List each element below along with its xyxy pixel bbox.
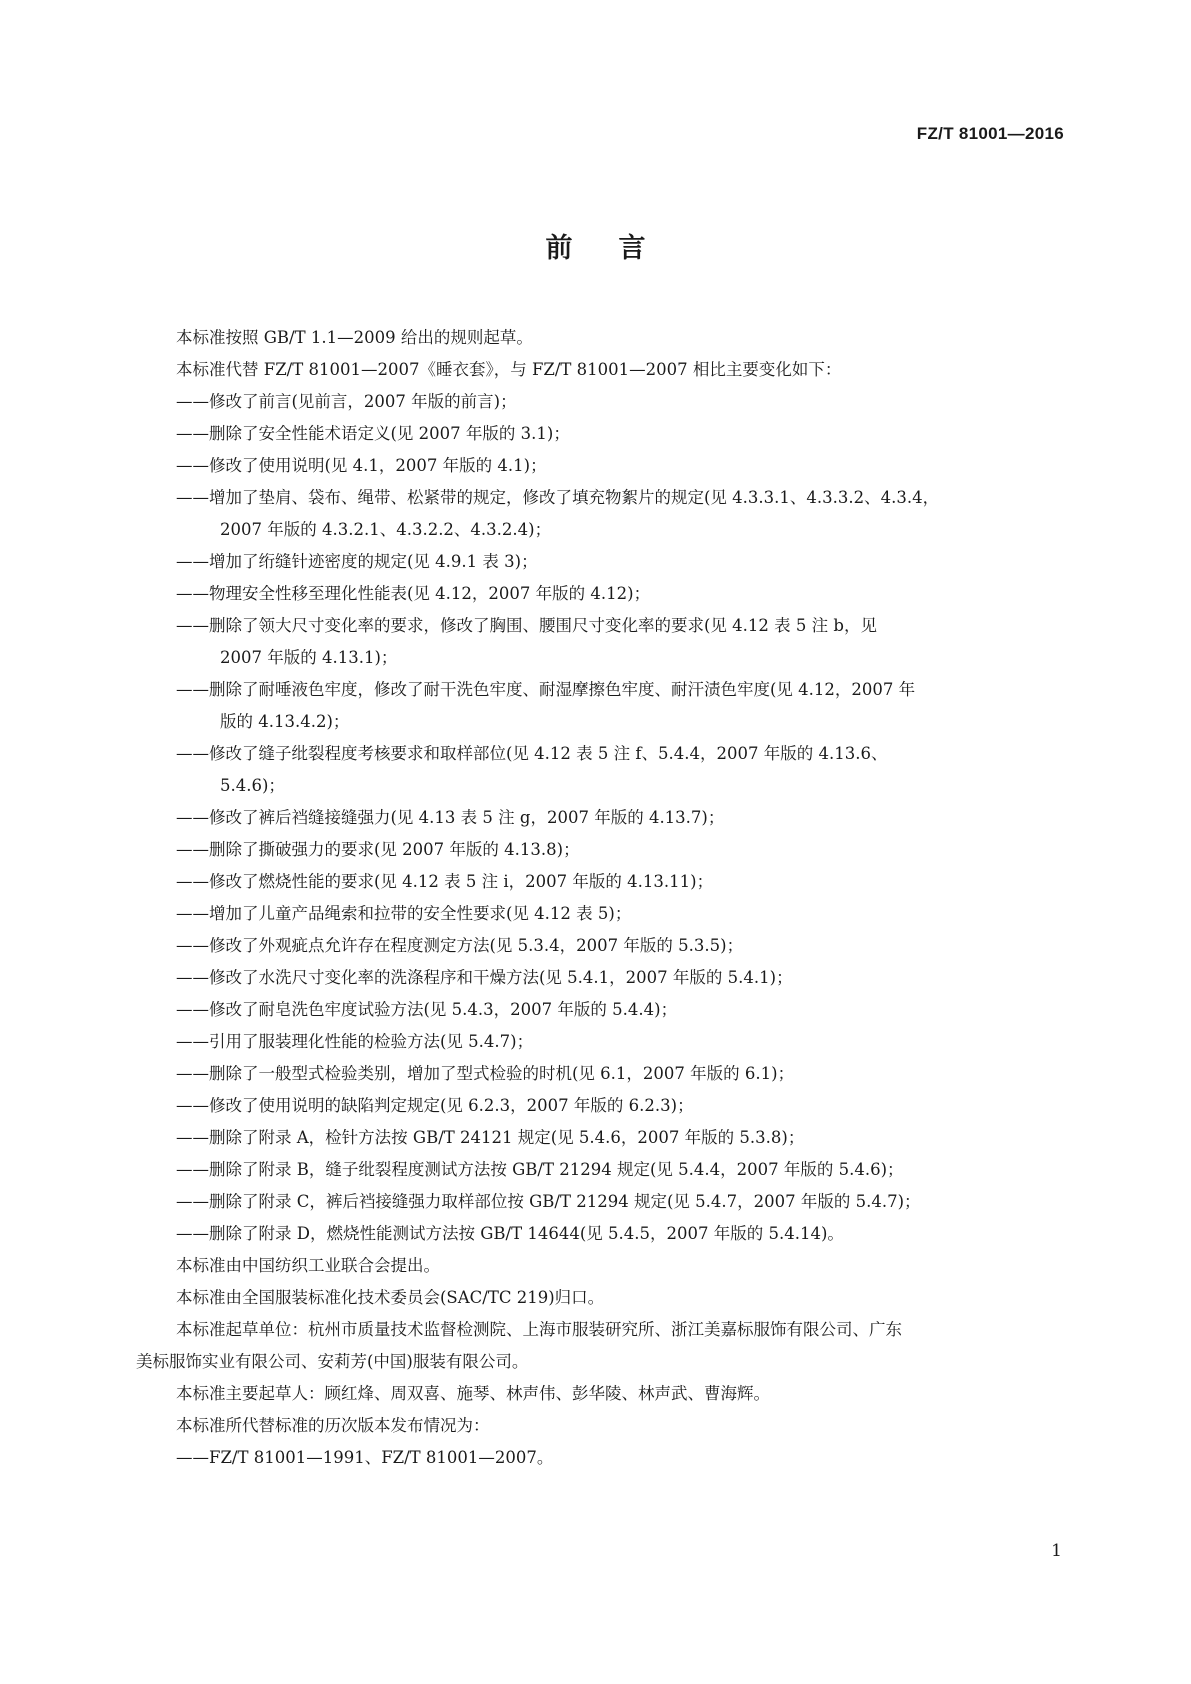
paragraph-committee: 本标准由全国服装标准化技术委员会(SAC/TC 219)归口。 xyxy=(176,1288,605,1307)
change-item: ——删除了耐唾液色牢度，修改了耐干洗色牢度、耐湿摩擦色牢度、耐汗渍色牢度(见 4.12，2007 年 xyxy=(176,680,916,699)
change-item-continuation: 2007 年版的 4.3.2.1、4.3.2.2、4.3.2.4)； xyxy=(220,520,552,539)
page-title: 前言 xyxy=(545,233,692,264)
paragraph-proposer: 本标准由中国纺织工业联合会提出。 xyxy=(176,1256,440,1275)
change-item: ——修改了燃烧性能的要求(见 4.12 表 5 注 i，2007 年版的 4.13.11)； xyxy=(176,872,714,891)
change-item: ——删除了附录 D，燃烧性能测试方法按 GB/T 14644(见 5.4.5，2007 年版的 5.4.14)。 xyxy=(176,1224,844,1243)
change-item-continuation: 5.4.6)； xyxy=(220,776,285,795)
page-number: 1 xyxy=(1051,1541,1062,1561)
change-item: ——修改了耐皂洗色牢度试验方法(见 5.4.3，2007 年版的 5.4.4)； xyxy=(176,1000,678,1019)
change-item: ——增加了垫肩、袋布、绳带、松紧带的规定，修改了填充物絮片的规定(见 4.3.3.1、4.3.3.2、4.3.4， xyxy=(176,488,940,507)
change-item: ——删除了一般型式检验类别，增加了型式检验的时机(见 6.1，2007 年版的 6.1)； xyxy=(176,1064,795,1083)
change-item: ——修改了前言(见前言，2007 年版的前言)； xyxy=(176,392,517,411)
change-item: ——删除了附录 C，裤后裆接缝强力取样部位按 GB/T 21294 规定(见 5.4.7，2007 年版的 5.4.7)； xyxy=(176,1192,921,1211)
foreword-body xyxy=(136,322,1056,1474)
change-item: ——删除了领大尺寸变化率的要求，修改了胸围、腰围尺寸变化率的要求(见 4.12 表 5 注 b，见 xyxy=(176,616,877,635)
change-item: ——修改了缝子纰裂程度考核要求和取样部位(见 4.12 表 5 注 f、5.4.4，2007 年版的 4.13.6、 xyxy=(176,744,888,763)
standard-code-header: FZ/T 81001—2016 xyxy=(916,124,1064,143)
change-item: ——删除了附录 A，检针方法按 GB/T 24121 规定(见 5.4.6，2007 年版的 5.3.8)； xyxy=(176,1128,805,1147)
change-item: ——修改了外观疵点允许存在程度测定方法(见 5.3.4，2007 年版的 5.3.5)； xyxy=(176,936,744,955)
change-item: ——删除了撕破强力的要求(见 2007 年版的 4.13.8)； xyxy=(176,840,580,859)
change-item: ——增加了绗缝针迹密度的规定(见 4.9.1 表 3)； xyxy=(176,552,538,571)
paragraph-drafting-rules: 本标准按照 GB/T 1.1—2009 给出的规则起草。 xyxy=(176,328,533,347)
change-item: ——修改了裤后裆缝接缝强力(见 4.13 表 5 注 g，2007 年版的 4.13.7)； xyxy=(176,808,725,827)
change-item: ——修改了水洗尺寸变化率的洗涤程序和干燥方法(见 5.4.1，2007 年版的 5.4.1)； xyxy=(176,968,793,987)
change-item-continuation: 2007 年版的 4.13.1)； xyxy=(220,648,398,667)
paragraph-drafting-units: 本标准起草单位：杭州市质量技术监督检测院、上海市服装研究所、浙江美嘉标服饰有限公司、广东 美标服饰实业有限公司、安莉芳(中国)服装有限公司。 xyxy=(136,1320,902,1371)
change-item: ——物理安全性移至理化性能表(见 4.12，2007 年版的 4.12)； xyxy=(176,584,651,603)
change-item: ——引用了服装理化性能的检验方法(见 5.4.7)； xyxy=(176,1032,534,1051)
change-item: ——删除了安全性能术语定义(见 2007 年版的 3.1)； xyxy=(176,424,570,443)
change-item: ——增加了儿童产品绳索和拉带的安全性要求(见 4.12 表 5)； xyxy=(176,904,632,923)
change-item: ——删除了附录 B，缝子纰裂程度测试方法按 GB/T 21294 规定(见 5.4.4，2007 年版的 5.4.6)； xyxy=(176,1160,904,1179)
history-item: ——FZ/T 81001—1991、FZ/T 81001—2007。 xyxy=(176,1448,554,1467)
paragraph-replacement: 本标准代替 FZ/T 81001—2007《睡衣套》，与 FZ/T 81001—2007 相比主要变化如下： xyxy=(176,360,842,379)
change-item: ——修改了使用说明的缺陷判定规定(见 6.2.3，2007 年版的 6.2.3)； xyxy=(176,1096,694,1115)
change-item: ——修改了使用说明(见 4.1，2007 年版的 4.1)； xyxy=(176,456,547,475)
paragraph-history-intro: 本标准所代替标准的历次版本发布情况为： xyxy=(176,1416,490,1435)
change-item-continuation: 版的 4.13.4.2)； xyxy=(220,712,350,731)
paragraph-drafters: 本标准主要起草人：顾红烽、周双喜、施琴、林声伟、彭华陵、林声武、曹海辉。 xyxy=(176,1384,770,1403)
